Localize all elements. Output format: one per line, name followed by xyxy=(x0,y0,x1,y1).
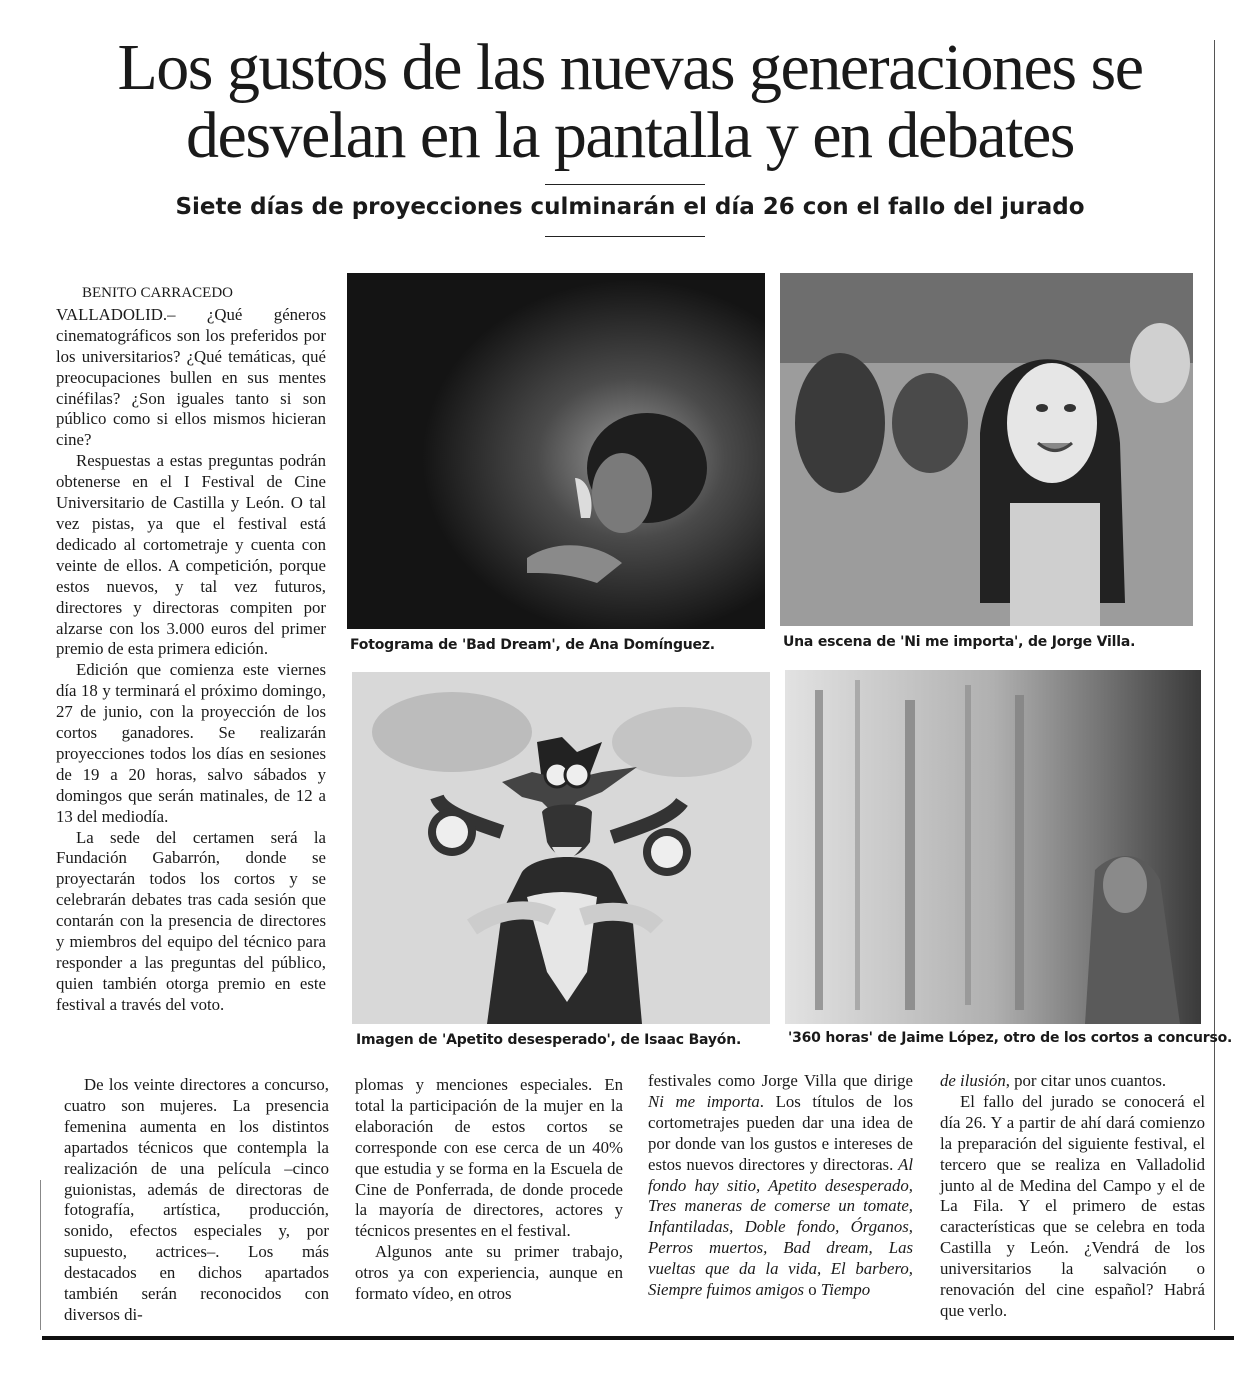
paragraph: El fallo del jurado se conocerá el día 26. Y a partir de ahí dará comienzo la preparación del siguiente festival, el tercero que se realiza en Valladolid junto al de Medina del Campo y el de La Fila. Y el primero de estas características que se celebra en toda Castilla y León. ¿Vendrá de los universitarios la salvación o renovación del cine español? Habrá que verlo. xyxy=(940,1091,1205,1320)
film-titles: Al fondo hay sitio, Apetito desesperado, Tres maneras de comerse un tomate, Infantiladas, Doble fondo, Órganos, Perros muertos, Bad dream, Las vueltas que da la vida, El barbero, Siempre fuimos amigos xyxy=(648,1154,913,1300)
paragraph: plomas y menciones especiales. En total la participación de la mujer en la elaboración de estos cortos se corresponde con ese cerca de un 40% que estudia y se forma en la Escuela de Cine de Ponferrada, de donde procede la mayoría de directores, actores y técnicos presentes en el festival. xyxy=(355,1075,623,1241)
photo-apetito-desesperado xyxy=(352,672,770,1024)
photo-caption: '360 horas' de Jaime López, otro de los cortos a concurso. xyxy=(788,1030,1233,1046)
photo-caption: Imagen de 'Apetito desesperado', de Isaac Bayón. xyxy=(356,1032,742,1048)
paragraph: La sede del certamen será la Fundación Gabarrón, donde se proyectarán todos los cortos y se celebrarán debates tras cada sesión que contarán con la presencia de directores y miembros del equipo del técnico para responder a las preguntas del público, quien también otorga premio en este festival a través del voto. xyxy=(56,827,326,1014)
subheadline-divider xyxy=(545,236,705,237)
text-run: , por citar unos cuantos. xyxy=(1005,1071,1167,1090)
film-title: Tiempo xyxy=(820,1280,871,1300)
headline-line-2: desvelan en la pantalla y en debates xyxy=(186,99,1074,172)
photo-360-horas xyxy=(785,670,1201,1024)
subheadline: Siete días de proyecciones culminarán el día 26 con el fallo del jurado xyxy=(175,194,1085,220)
paragraph xyxy=(648,1071,913,1301)
headline xyxy=(60,31,1200,172)
headline-divider xyxy=(545,184,705,185)
paragraph: Edición que comienza este viernes día 18 y terminará el próximo domingo, 27 de junio, con la proyección de los cortos ganadores. Se realizarán proyecciones todos los días en sesiones de 19 a 20 horas, salvo sábados y domingos que serán matinales, de 12 a 13 del mediodía. xyxy=(56,660,326,826)
column-2 xyxy=(355,1075,623,1305)
column-1-lower xyxy=(64,1075,329,1326)
text-run: festivales como Jorge Villa que dirige xyxy=(648,1071,913,1090)
photo-bad-dream-image xyxy=(347,273,765,629)
photo-caption: Una escena de 'Ni me importa', de Jorge Villa. xyxy=(783,634,1136,650)
bottom-rule xyxy=(42,1336,1234,1340)
photo-apetito-desesperado-image xyxy=(352,672,770,1024)
text-run: . Los títulos de los cortometrajes pueden dar una idea de por donde van los gustos e intereses de estos nuevos directores y directoras. xyxy=(648,1091,913,1174)
left-margin-rule xyxy=(40,1180,41,1330)
photo-bad-dream xyxy=(347,273,765,629)
paragraph: Respuestas a estas preguntas podrán obtenerse en el I Festival de Cine Universitario de Castilla y León. O tal vez pistas, ya que el festival está dedicado al cortometraje y cuenta con veinte de ellos. A competición, porque estos nuevos, y tal vez futuros, directores y directoras compiten por alzarse con los 3.000 euros del primer premio de esta primera edición. xyxy=(56,451,326,659)
film-title: de ilusión xyxy=(940,1071,1006,1090)
right-column-rule xyxy=(1214,40,1215,1330)
photo-ni-me-importa-image xyxy=(780,273,1193,626)
column-3 xyxy=(648,1071,913,1301)
column-1 xyxy=(56,283,326,1016)
headline-line-1: Los gustos de las nuevas generaciones se xyxy=(117,31,1143,104)
photo-360-horas-image xyxy=(785,670,1201,1024)
photo-ni-me-importa xyxy=(780,273,1193,626)
text-run: o xyxy=(804,1280,821,1300)
byline: BENITO CARRACEDO xyxy=(82,285,233,301)
column-4 xyxy=(940,1071,1205,1322)
photo-caption: Fotograma de 'Bad Dream', de Ana Domínguez. xyxy=(350,637,715,653)
paragraph: VALLADOLID.– ¿Qué géneros cinematográficos son los preferidos por los universitarios? ¿Qué temáticas, qué preocupaciones bullen en sus mentes cinéfilas? ¿Son iguales tanto si son público como si ellos mismos hicieran cine? xyxy=(56,304,326,450)
paragraph: Algunos ante su primer trabajo, otros ya con experiencia, aunque en formato vídeo, en otros xyxy=(355,1242,623,1304)
film-title: Ni me importa xyxy=(648,1091,760,1111)
paragraph xyxy=(940,1071,1205,1092)
paragraph: De los veinte directores a concurso, cuatro son mujeres. La presencia femenina aumenta en los distintos apartados técnicos que contempla la realización de una película –cinco guionistas, además de directoras de fotografía, artística, producción, sonido, efectos especiales y, por supuesto, actrices–. Los más destacados en dichos apartados también serán reconocidos con diversos di- xyxy=(64,1075,329,1324)
